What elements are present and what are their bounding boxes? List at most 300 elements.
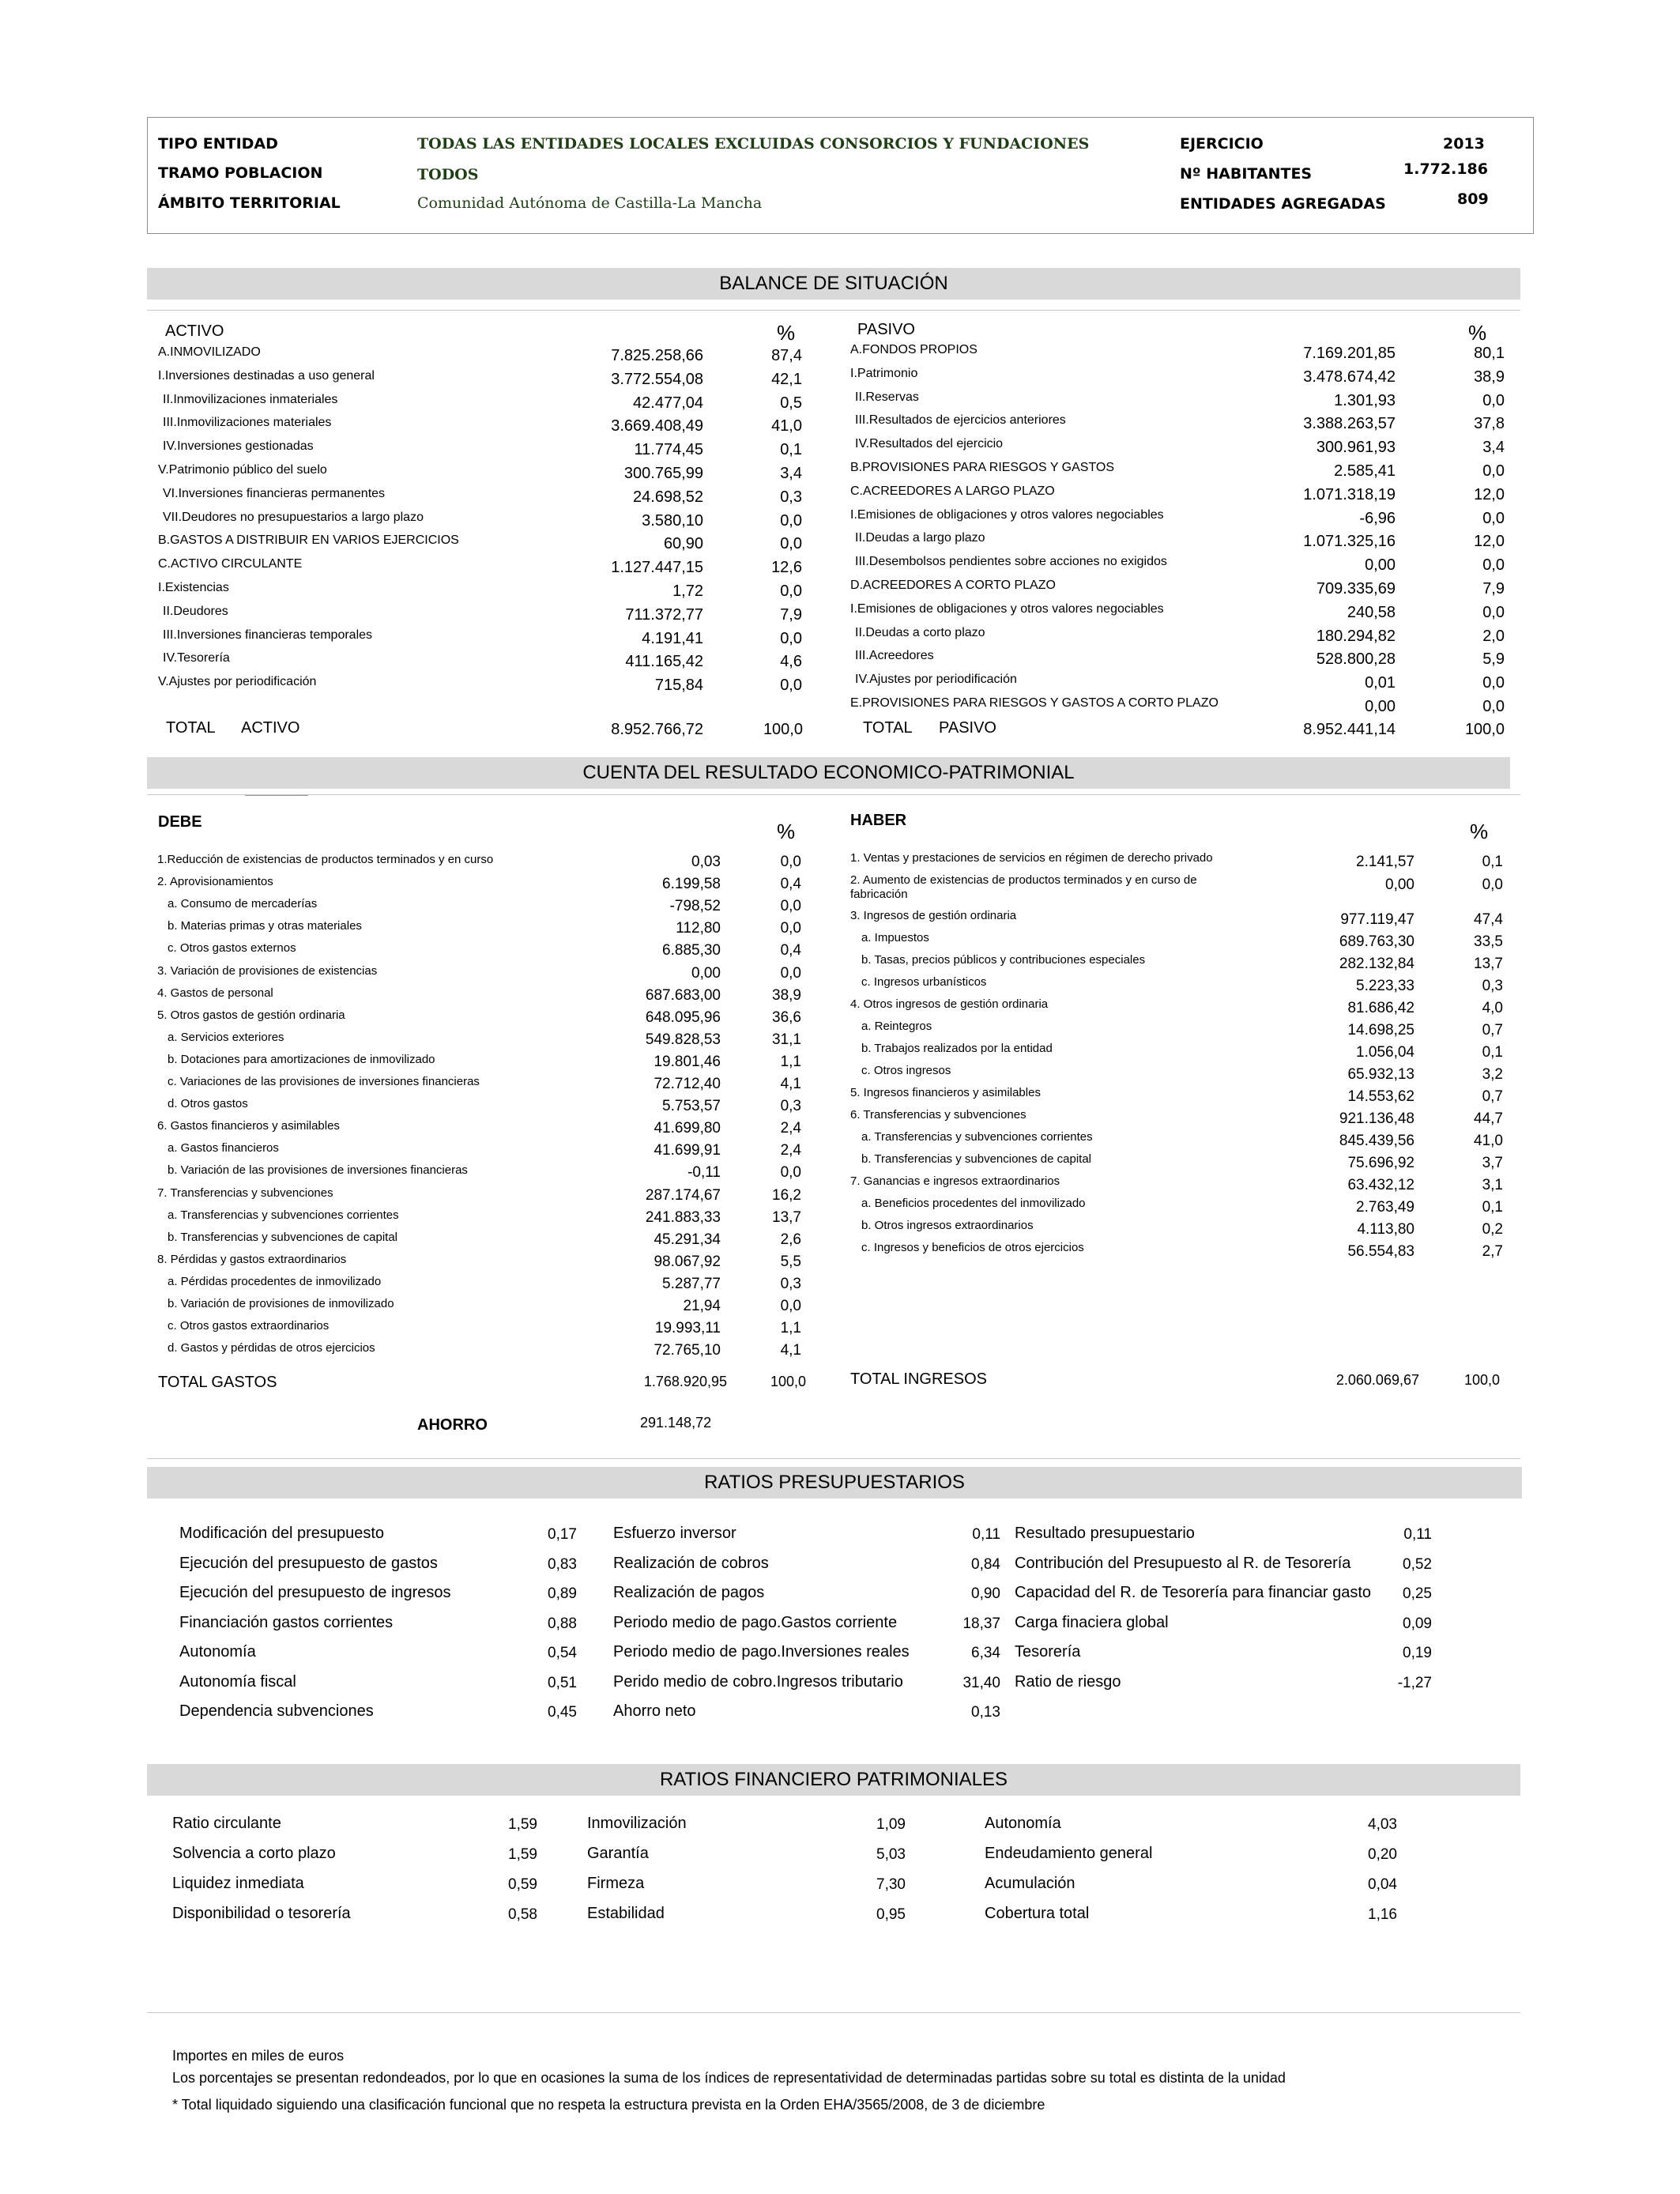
pasivo-row-value: -6,96 [1359,509,1396,527]
haber-row-pct: 0,1 [1482,854,1503,870]
activo-row-label: II.Deudores [163,604,228,618]
ratio-financiero-value: 0,20 [1368,1846,1397,1863]
haber-row-label: 6. Transferencias y subvenciones [850,1108,1026,1122]
ratio-financiero-label: Autonomía [985,1815,1061,1832]
debe-row-value: 112,80 [676,920,721,937]
activo-row-value: 300.765,99 [623,465,703,482]
ratio-presupuestario-label: Realización de cobros [613,1554,769,1572]
activo-row-pct: 0,0 [780,535,802,553]
activo-row-pct: 0,5 [780,394,802,412]
activo-row-pct: 0,0 [780,677,802,695]
haber-row-value: 2.763,49 [1356,1199,1414,1216]
debe-pct-header: % [777,820,796,843]
debe-row-label: b. Dotaciones para amortizaciones de inmovilizado [168,1052,435,1066]
activo-row-pct: 3,4 [780,465,802,482]
debe-row-label: c. Otros gastos externos [168,941,296,956]
ratio-financiero-value: 0,58 [508,1906,537,1923]
debe-row-pct: 4,1 [780,1342,801,1359]
debe-row-pct: 0,4 [780,942,801,959]
debe-row-label: a. Pérdidas procedentes de inmovilizado [168,1274,382,1288]
haber-row-label: 5. Ingresos financieros y asimilables [850,1086,1041,1099]
debe-row-pct: 2,4 [780,1142,801,1159]
activo-row-label: I.Existencias [158,581,229,594]
entidades-agregadas-value: 809 [1457,190,1489,208]
haber-row-label: 2. Aumento de existencias de productos terminados y en curso de [850,873,1197,887]
activo-row-value: 4.191,41 [642,629,703,647]
debe-row-value: 549.828,53 [645,1031,721,1048]
debe-row-pct: 36,6 [772,1008,801,1026]
pasivo-row-value: 3.478.674,42 [1303,368,1396,386]
debe-row-pct: 0,0 [780,898,801,915]
pasivo-row-pct: 0,0 [1482,603,1505,621]
habitantes-value: 1.772.186 [1403,160,1488,178]
activo-row-pct: 12,6 [771,559,802,577]
haber-row-pct: 3,2 [1482,1066,1503,1083]
ahorro-label: AHORRO [417,1416,488,1434]
debe-row-value: 72.712,40 [654,1076,721,1092]
haber-row-pct: 0,3 [1482,978,1503,994]
tramo-poblacion-value: TODOS [417,166,479,183]
debe-row-pct: 0,0 [780,854,801,870]
debe-row-label: 1.Reducción de existencias de productos terminados y en curso [157,853,494,866]
total-activo-pct: 100,0 [763,721,803,738]
ratio-presupuestario-value: 0,19 [1403,1645,1432,1661]
activo-row-value: 60,90 [663,535,703,553]
activo-row-label: A.INMOVILIZADO [158,345,261,359]
ratio-presupuestario-value: -1,27 [1397,1674,1432,1691]
ratios-financieros-title: RATIOS FINANCIERO PATRIMONIALES [147,1764,1520,1796]
debe-row-value: 5.753,57 [662,1098,721,1115]
pasivo-row-pct: 0,0 [1482,556,1505,575]
debe-row-label: 2. Aprovisionamientos [157,875,273,889]
haber-row-value: 4.113,80 [1357,1221,1414,1238]
ratio-presupuestario-value: 0,25 [1403,1585,1432,1602]
pasivo-row-value: 0,01 [1365,674,1396,692]
ratio-financiero-label: Firmeza [587,1875,645,1892]
activo-row-pct: 42,1 [771,370,802,388]
pasivo-row-pct: 5,9 [1482,650,1505,669]
ratio-presupuestario-label: Ejecución del presupuesto de gastos [179,1554,438,1572]
haber-row-value: 63.432,12 [1347,1177,1414,1193]
pasivo-row-label: II.Deudas a largo plazo [855,531,985,545]
activo-row-pct: 0,1 [780,441,802,459]
pasivo-row-label: III.Acreedores [855,649,934,663]
debe-row-value: 41.699,80 [654,1120,721,1137]
ratio-presupuestario-value: 6,34 [971,1645,1000,1661]
pasivo-row-label: II.Deudas a corto plazo [855,625,985,639]
ratio-presupuestario-value: 0,54 [548,1645,577,1661]
debe-row-value: 0,00 [691,964,721,982]
total-pasivo-pct: 100,0 [1464,721,1505,738]
debe-row-value: -0,11 [687,1164,721,1182]
debe-row-pct: 5,5 [780,1253,801,1270]
pasivo-row-value: 0,00 [1365,698,1396,715]
ratio-presupuestario-value: 0,11 [1403,1526,1432,1543]
haber-row-value: 977.119,47 [1340,911,1414,928]
debe-row-pct: 0,3 [780,1275,801,1292]
ratio-financiero-label: Acumulación [985,1875,1075,1892]
ratio-presupuestario-label: Periodo medio de pago.Gastos corriente [613,1613,898,1631]
total-activo-word: ACTIVO [241,719,300,737]
activo-row-value: 715,84 [654,677,703,695]
balance-section-title: BALANCE DE SITUACIÓN [147,268,1520,300]
ratio-financiero-label: Estabilidad [587,1905,665,1922]
haber-row-value: 65.932,13 [1347,1066,1414,1083]
ratio-financiero-label: Disponibilidad o tesorería [172,1905,351,1922]
haber-row-pct: 13,7 [1474,956,1503,972]
ratio-presupuestario-label: Capacidad del R. de Tesorería para financiar gasto [1015,1584,1372,1601]
haber-row-label: b. Trabajos realizados por la entidad [861,1042,1053,1055]
pasivo-row-label: III.Desembolsos pendientes sobre acciones no exigidos [855,555,1167,569]
debe-row-pct: 0,0 [780,920,801,937]
activo-row-value: 711.372,77 [625,605,703,624]
total-pasivo-value: 8.952.441,14 [1303,721,1396,738]
ratio-presupuestario-label: Resultado presupuestario [1015,1525,1195,1542]
ratio-presupuestario-label: Ratio de riesgo [1015,1672,1121,1691]
pasivo-row-label: III.Resultados de ejercicios anteriores [855,413,1066,428]
cuenta-section-title: CUENTA DEL RESULTADO ECONOMICO-PATRIMONIAL [147,757,1510,789]
ratio-presupuestario-label: Autonomía [179,1643,256,1661]
debe-row-pct: 31,1 [772,1031,801,1048]
debe-row-value: 41.699,91 [654,1142,721,1159]
pasivo-row-value: 709.335,69 [1316,580,1396,598]
debe-row-label: b. Transferencias y subvenciones de capital [168,1230,397,1244]
pasivo-row-pct: 2,0 [1482,627,1505,645]
total-activo-value: 8.952.766,72 [611,721,703,738]
debe-row-label: c. Variaciones de las provisiones de inversiones financieras [168,1075,480,1088]
ratio-presupuestario-label: Carga finaciera global [1015,1613,1169,1631]
haber-row-label: a. Beneficios procedentes del inmovilizado [861,1197,1086,1210]
ratio-presupuestario-label: Perido medio de cobro.Ingresos tributario [613,1672,903,1691]
haber-row-label: b. Transferencias y subvenciones de capital [861,1152,1091,1166]
debe-row-pct: 0,3 [780,1098,801,1115]
activo-row-value: 3.580,10 [642,511,703,530]
debe-row-value: 19.801,46 [654,1053,721,1070]
pasivo-row-pct: 0,0 [1482,698,1505,715]
pasivo-row-pct: 12,0 [1474,533,1505,551]
activo-row-label: B.GASTOS A DISTRIBUIR EN VARIOS EJERCICIOS [158,533,459,548]
cuenta-divider [147,794,1520,795]
ratio-financiero-value: 4,03 [1368,1816,1397,1833]
activo-row-label: VII.Deudores no presupuestarios a largo plazo [163,510,424,524]
pasivo-row-value: 1.071.325,16 [1303,533,1396,551]
haber-row-value: 81.686,42 [1347,1000,1414,1016]
pasivo-row-label: I.Emisiones de obligaciones y otros valores negociables [850,507,1164,522]
ejercicio-value: 2013 [1443,135,1485,153]
pasivo-row-label: IV.Resultados del ejercicio [855,437,1004,451]
ratio-financiero-label: Solvencia a corto plazo [172,1845,336,1862]
cuenta-bottom-divider [147,1458,1520,1459]
pasivo-row-pct: 0,0 [1482,391,1505,409]
pasivo-row-pct: 0,0 [1482,509,1505,527]
debe-row-value: 21,94 [683,1298,721,1314]
ratio-presupuestario-label: Ejecución del presupuesto de ingresos [179,1584,451,1601]
ratio-presupuestario-label: Realización de pagos [613,1584,765,1601]
tipo-entidad-label: TIPO ENTIDAD [158,135,278,153]
activo-row-label: V.Patrimonio público del suelo [158,463,327,477]
haber-row-value: 14.553,62 [1347,1088,1414,1105]
ratio-presupuestario-value: 18,37 [962,1615,1000,1632]
debe-row-pct: 2,6 [780,1231,801,1248]
debe-row-value: 72.765,10 [654,1342,721,1359]
haber-row-label: 7. Ganancias e ingresos extraordinarios [850,1174,1060,1188]
ratio-presupuestario-label: Esfuerzo inversor [613,1525,736,1542]
ratio-financiero-label: Cobertura total [985,1905,1090,1922]
pasivo-row-label: A.FONDOS PROPIOS [850,343,977,356]
haber-row-value: 56.554,83 [1347,1243,1414,1260]
ratio-presupuestario-value: 0,51 [548,1674,577,1691]
haber-row-pct: 0,1 [1482,1199,1503,1216]
haber-row-pct: 3,7 [1482,1155,1503,1171]
ratio-financiero-value: 0,59 [508,1876,537,1893]
total-ingresos-pct: 100,0 [1463,1372,1500,1388]
debe-row-value: 45.291,34 [654,1231,721,1248]
pasivo-row-value: 0,00 [1365,556,1396,575]
activo-row-value: 3.772.554,08 [611,370,703,388]
pasivo-row-label: E.PROVISIONES PARA RIESGOS Y GASTOS A CORTO PLAZO [850,696,1219,710]
ratio-presupuestario-label: Autonomía fiscal [179,1672,296,1691]
haber-row-pct: 0,7 [1482,1022,1503,1039]
ratio-presupuestario-value: 0,11 [972,1526,1000,1543]
activo-row-value: 24.698,52 [633,488,703,506]
pasivo-row-value: 7.169.201,85 [1303,345,1396,362]
activo-row-value: 1.127.447,15 [611,559,703,577]
debe-row-label: b. Variación de las provisiones de inversiones financieras [168,1163,468,1178]
haber-row-label: c. Ingresos y beneficios de otros ejercicios [861,1241,1084,1254]
ratio-presupuestario-label: Ahorro neto [613,1702,696,1720]
haber-row-pct: 0,2 [1482,1221,1503,1238]
haber-row-label: a. Impuestos [861,931,929,944]
haber-row-value: 689.763,30 [1339,933,1414,950]
ratio-financiero-value: 1,59 [508,1846,537,1863]
pasivo-row-pct: 37,8 [1474,415,1505,433]
pasivo-row-value: 1.301,93 [1334,391,1396,409]
activo-row-label: III.Inversiones financieras temporales [163,628,373,642]
habitantes-label: Nº HABITANTES [1180,165,1313,183]
ratio-financiero-label: Liquidez inmediata [172,1875,304,1892]
haber-row-value: 282.132,84 [1339,956,1414,972]
pasivo-row-value: 180.294,82 [1316,627,1396,645]
total-pasivo-word: PASIVO [939,719,996,737]
haber-row-value: 14.698,25 [1347,1022,1414,1039]
activo-row-label: C.ACTIVO CIRCULANTE [158,557,303,571]
debe-row-label: b. Variación de provisiones de inmovilizado [168,1297,394,1310]
haber-row-value: 0,00 [1385,876,1414,893]
debe-row-label: d. Otros gastos [168,1097,248,1111]
ratio-presupuestario-value: 0,90 [971,1585,1000,1602]
haber-row-label: 3. Ingresos de gestión ordinaria [850,909,1017,922]
ratio-financiero-label: Garantía [587,1845,649,1862]
total-gastos-value: 1.768.920,95 [643,1374,727,1389]
tramo-poblacion-label: TRAMO POBLACION [158,164,323,182]
debe-row-label: 4. Gastos de personal [157,986,273,1000]
pasivo-row-value: 300.961,93 [1316,439,1396,457]
activo-row-pct: 4,6 [780,653,802,671]
haber-row-label: 4. Otros ingresos de gestión ordinaria [850,997,1049,1011]
activo-row-value: 11.774,45 [634,441,703,459]
haber-row-value: 921.136,48 [1339,1110,1414,1127]
activo-row-pct: 0,0 [780,629,802,647]
ratio-presupuestario-label: Contribución del Presupuesto al R. de Tesorería [1015,1554,1351,1572]
pasivo-row-value: 528.800,28 [1316,650,1396,669]
haber-row-pct: 4,0 [1482,1000,1503,1016]
debe-row-pct: 13,7 [772,1208,801,1226]
haber-row-value: 75.696,92 [1347,1155,1414,1171]
activo-pct-header: % [777,321,796,345]
debe-row-label: 7. Transferencias y subvenciones [157,1186,333,1200]
debe-row-value: 6.885,30 [662,942,721,959]
footer-note-classification: * Total liquidado siguiendo una clasificación funcional que no respeta la estructura prevista en la Orden EHA/3565/2008, de 3 de diciembre [172,2097,1045,2113]
activo-row-label: III.Inmovilizaciones materiales [163,416,332,430]
ejercicio-label: EJERCICIO [1180,135,1264,153]
ratio-presupuestario-value: 0,84 [971,1555,1000,1573]
debe-row-label: a. Transferencias y subvenciones corrientes [168,1208,399,1222]
ambito-territorial-label: ÁMBITO TERRITORIAL [158,194,341,212]
debe-row-label: 6. Gastos financieros y asimilables [157,1119,340,1133]
activo-row-value: 7.825.258,66 [611,347,703,364]
haber-row-label-continued: fabricación [850,888,908,901]
debe-row-pct: 2,4 [780,1120,801,1137]
debe-row-label: 8. Pérdidas y gastos extraordinarios [157,1252,347,1266]
total-ingresos-label: TOTAL INGRESOS [850,1370,987,1388]
activo-row-label: I.Inversiones destinadas a uso general [158,368,375,383]
haber-row-pct: 33,5 [1474,933,1503,950]
ratio-presupuestario-label: Periodo medio de pago.Inversiones reales [613,1643,910,1661]
pasivo-row-pct: 7,9 [1482,580,1505,598]
debe-row-pct: 0,0 [780,1298,801,1314]
ratio-presupuestario-value: 0,52 [1403,1555,1432,1573]
haber-row-pct: 47,4 [1474,911,1503,928]
ratio-presupuestario-value: 0,83 [548,1555,577,1573]
debe-row-label: a. Consumo de mercaderías [168,897,318,911]
activo-row-pct: 0,0 [780,511,802,530]
debe-row-label: 5. Otros gastos de gestión ordinaria [157,1008,345,1022]
pasivo-row-pct: 12,0 [1474,485,1505,503]
activo-row-value: 42.477,04 [633,394,703,412]
pasivo-row-label: II.Reservas [855,390,919,404]
haber-row-pct: 41,0 [1474,1133,1503,1149]
activo-row-pct: 0,0 [780,582,802,600]
debe-row-pct: 4,1 [780,1076,801,1092]
debe-row-pct: 16,2 [772,1186,801,1204]
ratios-presupuestarios-title: RATIOS PRESUPUESTARIOS [147,1467,1522,1498]
ratio-presupuestario-label: Financiación gastos corrientes [179,1613,394,1631]
ratio-financiero-label: Endeudamiento general [985,1845,1153,1862]
debe-row-value: 648.095,96 [645,1008,721,1026]
haber-row-label: a. Reintegros [861,1020,932,1033]
activo-row-label: IV.Inversiones gestionadas [163,439,314,454]
ratio-presupuestario-value: 0,17 [548,1526,577,1543]
ratio-financiero-value: 7,30 [876,1876,906,1893]
debe-row-pct: 1,1 [780,1320,801,1337]
debe-row-value: 241.883,33 [645,1208,721,1226]
debe-row-value: 287.174,67 [645,1186,721,1204]
pasivo-row-pct: 0,0 [1482,462,1505,480]
tipo-entidad-value: TODAS LAS ENTIDADES LOCALES EXCLUIDAS CONSORCIOS Y FUNDACIONES [417,135,1090,153]
pasivo-row-label: IV.Ajustes por periodificación [855,673,1017,687]
footer-divider [147,2012,1520,2013]
pasivo-row-label: B.PROVISIONES PARA RIESGOS Y GASTOS [850,461,1115,474]
activo-row-pct: 0,3 [780,488,802,506]
ratio-presupuestario-value: 0,88 [548,1615,577,1632]
pasivo-row-label: I.Patrimonio [850,366,918,380]
pasivo-pct-header: % [1468,321,1487,345]
ratio-presupuestario-label: Dependencia subvenciones [179,1702,374,1720]
pasivo-row-label: C.ACREEDORES A LARGO PLAZO [850,484,1055,498]
haber-row-pct: 0,0 [1482,876,1503,893]
haber-row-pct: 0,7 [1482,1088,1503,1105]
ratio-presupuestario-label: Modificación del presupuesto [179,1525,385,1542]
ratio-presupuestario-value: 0,09 [1403,1615,1432,1632]
haber-row-label: b. Tasas, precios públicos y contribuciones especiales [861,953,1146,967]
ratio-financiero-value: 0,04 [1368,1876,1397,1893]
debe-row-label: a. Gastos financieros [168,1141,279,1155]
haber-row-label: 1. Ventas y prestaciones de servicios en régimen de derecho privado [850,851,1213,865]
balance-divider [147,310,1520,311]
debe-row-pct: 0,0 [780,1164,801,1182]
pasivo-row-value: 2.585,41 [1334,462,1396,480]
ratio-presupuestario-label: Tesorería [1015,1643,1081,1661]
activo-row-label: VI.Inversiones financieras permanentes [163,486,386,500]
ratio-financiero-value: 0,95 [876,1906,906,1923]
ratio-financiero-value: 5,03 [876,1846,906,1863]
ratio-presupuestario-value: 0,13 [971,1704,1000,1721]
entidades-agregadas-label: ENTIDADES AGREGADAS [1180,195,1386,213]
ratio-financiero-label: Ratio circulante [172,1815,281,1832]
debe-row-value: 687.683,00 [645,986,721,1004]
haber-row-label: c. Otros ingresos [861,1064,951,1077]
haber-row-pct: 3,1 [1482,1177,1503,1193]
pasivo-row-pct: 80,1 [1474,345,1505,362]
haber-row-value: 2.141,57 [1356,854,1414,870]
activo-row-value: 3.669.408,49 [611,417,703,435]
debe-row-pct: 0,4 [780,876,801,893]
debe-row-pct: 0,0 [780,964,801,982]
pasivo-header: PASIVO [857,321,915,338]
debe-row-label: a. Servicios exteriores [168,1030,284,1044]
total-pasivo-label: TOTAL [863,719,913,737]
haber-row-label: b. Otros ingresos extraordinarios [861,1219,1034,1232]
debe-row-label: d. Gastos y pérdidas de otros ejercicios [168,1341,375,1355]
ratio-presupuestario-value: 31,40 [962,1674,1000,1691]
activo-row-label: V.Ajustes por periodificación [158,675,317,689]
debe-row-pct: 38,9 [772,986,801,1004]
ahorro-value: 291.148,72 [640,1415,712,1431]
debe-row-value: 5.287,77 [662,1275,721,1292]
debe-header: DEBE [158,813,202,831]
debe-row-value: 0,03 [691,854,721,870]
total-gastos-label: TOTAL GASTOS [158,1374,277,1391]
haber-row-pct: 0,1 [1482,1044,1503,1061]
haber-row-value: 845.439,56 [1339,1133,1414,1149]
haber-pct-header: % [1470,820,1489,843]
footer-note-units: Importes en miles de euros [172,2048,345,2064]
ratio-presupuestario-value: 0,45 [548,1704,577,1721]
activo-header: ACTIVO [165,322,224,340]
pasivo-row-label: D.ACREEDORES A CORTO PLAZO [850,579,1056,592]
activo-row-label: II.Inmovilizaciones inmateriales [163,392,338,406]
debe-row-label: c. Otros gastos extraordinarios [168,1319,330,1333]
debe-row-value: 98.067,92 [654,1253,721,1270]
pasivo-row-label: I.Emisiones de obligaciones y otros valores negociables [850,601,1164,616]
footer-note-rounding: Los porcentajes se presentan redondeados, por lo que en ocasiones la suma de los índices de representatividad de determinadas partidas sobre su total es distinta de la unidad [172,2070,1286,2086]
ratio-financiero-label: Inmovilización [587,1815,687,1832]
ambito-territorial-value: Comunidad Autónoma de Castilla-La Mancha [417,194,763,212]
activo-row-label: IV.Tesorería [163,651,230,665]
haber-row-pct: 2,7 [1482,1243,1503,1260]
pasivo-row-value: 1.071.318,19 [1303,485,1396,503]
activo-row-pct: 7,9 [780,605,802,624]
